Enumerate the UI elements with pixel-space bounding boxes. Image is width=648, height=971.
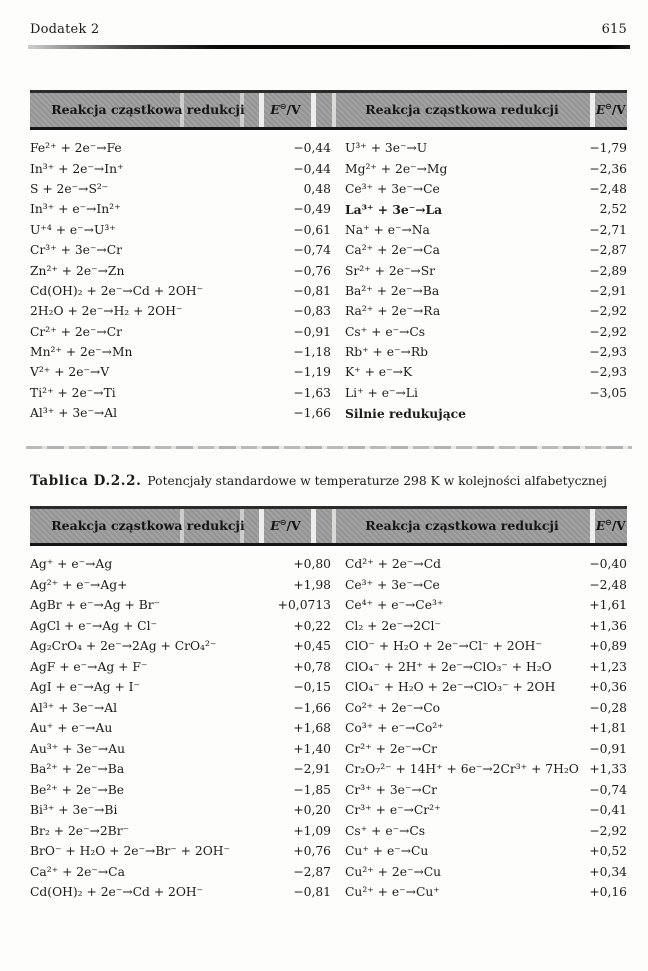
reaction-cell: Cs⁺ + e⁻→Cs [345,823,426,838]
potential-cell: +0,76 [293,844,331,859]
table-row [30,342,331,362]
potential-cell: −2,87 [293,864,331,879]
reaction-cell: U³⁺ + 3e⁻→U [345,141,428,156]
table-row [345,759,627,780]
table1-header-band [30,90,627,130]
potential-cell: −0,81 [293,885,331,900]
table-row [30,800,331,821]
reaction-cell: Mg²⁺ + 2e⁻→Mg [345,161,448,176]
potential-cell: −0,74 [589,782,627,797]
table1-bottom-rule [26,446,632,449]
reaction-cell: Na⁺ + e⁻→Na [345,222,430,237]
potential-symbol: E [270,102,280,117]
potential-cell: +1,36 [589,618,627,633]
reaction-cell: BrO⁻ + H₂O + 2e⁻→Br⁻ + 2OH⁻ [30,844,231,859]
table2-header-band [30,506,627,546]
potential-cell: +0,80 [293,557,331,572]
column-divider [332,93,336,127]
reaction-cell: Ra²⁺ + 2e⁻→Ra [345,304,441,319]
reaction-cell: Au³⁺ + 3e⁻→Au [30,741,126,756]
reaction-cell: Cr²⁺ + 2e⁻→Cr [345,741,438,756]
table-row [345,800,627,821]
potential-cell: −1,63 [293,385,331,400]
table-row [30,616,331,637]
running-head [30,22,627,37]
table-row [30,322,331,342]
reaction-cell: S + 2e⁻→S²⁻ [30,181,109,196]
reaction-cell: Co²⁺ + 2e⁻→Co [345,700,441,715]
table-row [30,821,331,842]
reaction-cell: Cd(OH)₂ + 2e⁻→Cd + 2OH⁻ [30,885,204,900]
column-header-reaction-right: Reakcja cząstkowa redukcji [365,518,559,533]
table-row [345,260,627,280]
reaction-cell: U⁺⁴ + e⁻→U³⁺ [30,222,116,237]
table-row [30,595,331,616]
table-row [345,882,627,903]
reaction-cell: Ba²⁺ + 2e⁻→Ba [345,283,440,298]
table-row [30,575,331,596]
potential-cell: −0,91 [589,741,627,756]
reaction-cell: Ba²⁺ + 2e⁻→Ba [30,762,125,777]
standard-state-symbol: ⊖ [279,101,287,111]
potential-cell: −2,36 [589,161,627,176]
reaction-cell: Al³⁺ + 3e⁻→Al [30,406,118,421]
potential-cell: −0,44 [293,161,331,176]
potential-cell: −0,41 [589,803,627,818]
reaction-cell: Ag²⁺ + e⁻→Ag+ [30,577,128,592]
reaction-cell: AgI + e⁻→Ag + I⁻ [30,680,141,695]
potential-cell: −1,79 [589,141,627,156]
reaction-cell: Cd(OH)₂ + 2e⁻→Cd + 2OH⁻ [30,283,204,298]
potential-cell: +1,98 [293,577,331,592]
column-header-potential-right [596,93,625,127]
potential-cell: −2,48 [589,577,627,592]
reaction-cell: Cr₂O₇²⁻ + 14H⁺ + 6e⁻→2Cr³⁺ + 7H₂O [345,762,579,777]
reaction-cell: Mn²⁺ + 2e⁻→Mn [30,345,133,360]
table-row [30,841,331,862]
potential-cell: −0,44 [293,141,331,156]
table-row [345,739,627,760]
standard-state-symbol: ⊖ [605,102,612,111]
table-row [345,240,627,260]
reaction-cell: V²⁺ + 2e⁻→V [30,365,110,380]
reaction-cell: Co³⁺ + e⁻→Co²⁺ [345,721,444,736]
potential-cell: −2,48 [589,181,627,196]
reaction-cell: AgCl + e⁻→Ag + Cl⁻ [30,618,157,633]
potential-cell: +1,09 [293,823,331,838]
table-row [345,301,627,321]
potential-cell: 2,52 [599,202,627,217]
table1-left-column [30,138,331,423]
table-row [30,301,331,321]
table-row [30,403,331,423]
potential-cell: −1,18 [293,345,331,360]
table-row [30,220,331,240]
potential-cell: −0,15 [293,680,331,695]
potential-cell: +1,68 [293,721,331,736]
potential-cell: −2,71 [589,222,627,237]
table-row [345,199,627,219]
reaction-cell: Bi³⁺ + 3e⁻→Bi [30,803,118,818]
table-row [345,575,627,596]
reaction-cell: In³⁺ + 2e⁻→In⁺ [30,161,124,176]
caption-label: Tablica D.2.2. [30,473,142,489]
potential-cell: +1,33 [589,762,627,777]
reaction-cell: Li⁺ + e⁻→Li [345,385,418,400]
table-row [345,554,627,575]
table2-left-column [30,554,331,903]
potential-cell: −0,91 [293,324,331,339]
potential-cell: +0,78 [293,659,331,674]
reaction-cell: AgBr + e⁻→Ag + Br⁻ [30,598,161,613]
table-row [345,862,627,883]
table-row [30,636,331,657]
reaction-cell: Ag₂CrO₄ + 2e⁻→2Ag + CrO₄²⁻ [30,639,217,654]
table-row [345,718,627,739]
table2-right-column [345,554,627,903]
potential-cell: −2,93 [589,345,627,360]
reaction-cell: Cr²⁺ + 2e⁻→Cr [30,324,123,339]
table-row [345,158,627,178]
potential-cell: −1,19 [293,365,331,380]
potential-cell: −2,91 [589,283,627,298]
reaction-cell: Silnie redukujące [345,405,466,421]
column-header-reaction-right: Reakcja cząstkowa redukcji [365,102,559,117]
reaction-cell: AgF + e⁻→Ag + F⁻ [30,659,148,674]
table-row [345,780,627,801]
potential-unit: /V [286,102,301,117]
reaction-cell: Cr³⁺ + 3e⁻→Cr [345,782,438,797]
table-row [30,657,331,678]
potential-cell: −0,76 [293,263,331,278]
table-row [345,595,627,616]
table2-body [30,554,627,903]
reaction-cell: Br₂ + 2e⁻→2Br⁻ [30,823,130,838]
table1-right-column [345,138,627,423]
potential-cell: +1,23 [589,659,627,674]
reaction-cell: Al³⁺ + 3e⁻→Al [30,700,118,715]
reaction-cell: 2H₂O + 2e⁻→H₂ + 2OH⁻ [30,304,183,319]
table2-caption [30,473,630,489]
reaction-cell: Ag⁺ + e⁻→Ag [30,557,113,572]
potential-cell: −0,61 [293,222,331,237]
header-rule [28,45,630,49]
potential-cell: +0,0713 [277,598,331,613]
table-row [30,739,331,760]
column-header-reaction-left: Reakcja cząstkowa redukcji [51,518,245,533]
reaction-cell: Ce³⁺ + 3e⁻→Ce [345,577,440,592]
potential-cell: −2,89 [589,263,627,278]
potential-cell: −0,49 [293,202,331,217]
reaction-cell: Cd²⁺ + 2e⁻→Cd [345,557,441,572]
table-row [30,199,331,219]
potential-cell: −1,66 [293,406,331,421]
reaction-cell: Ca²⁺ + 2e⁻→Ca [30,864,125,879]
table-row [30,362,331,382]
potential-cell: −2,92 [589,304,627,319]
reaction-cell: Fe²⁺ + 2e⁻→Fe [30,141,122,156]
potential-unit: /V [611,103,626,117]
potential-unit: /V [286,518,301,533]
table-row [345,657,627,678]
reaction-cell: Ti²⁺ + 2e⁻→Ti [30,385,116,400]
table-row [345,220,627,240]
reaction-cell: Cu⁺ + e⁻→Cu [345,844,429,859]
reaction-cell: In³⁺ + e⁻→In²⁺ [30,202,121,217]
potential-cell: +0,89 [589,639,627,654]
table-row [345,342,627,362]
reaction-cell: Sr²⁺ + 2e⁻→Sr [345,263,436,278]
potential-symbol: E [270,518,280,533]
potential-cell: +0,22 [293,618,331,633]
table-row [30,862,331,883]
table-row [30,138,331,158]
potential-cell: −0,81 [293,283,331,298]
column-divider [311,509,316,543]
potential-unit: /V [611,519,626,533]
table-row [30,554,331,575]
reaction-cell: Cr³⁺ + e⁻→Cr²⁺ [345,803,441,818]
potential-cell: −2,92 [589,324,627,339]
standard-state-symbol: ⊖ [605,518,612,527]
table-row [30,281,331,301]
potential-symbol: E [596,103,606,117]
table1-body [30,138,627,423]
table-row [345,698,627,719]
reaction-cell: La³⁺ + 3e⁻→La [345,201,443,217]
reaction-cell: Cu²⁺ + e⁻→Cu⁺ [345,885,440,900]
table-row [345,636,627,657]
potential-cell: +0,52 [589,844,627,859]
reaction-cell: Ce⁴⁺ + e⁻→Ce³⁺ [345,598,444,613]
potential-symbol: E [596,519,606,533]
potential-cell: −2,87 [589,243,627,258]
potential-cell: −1,85 [293,782,331,797]
reaction-cell: Au⁺ + e⁻→Au [30,721,113,736]
reaction-cell: K⁺ + e⁻→K [345,365,413,380]
potential-cell: −2,93 [589,365,627,380]
reaction-cell: ClO₄⁻ + H₂O + 2e⁻→ClO₃⁻ + 2OH [345,680,556,695]
potential-cell: −1,66 [293,700,331,715]
standard-state-symbol: ⊖ [279,517,287,527]
column-divider [332,509,336,543]
reaction-cell: ClO⁻ + H₂O + 2e⁻→Cl⁻ + 2OH⁻ [345,639,542,654]
table-row [345,179,627,199]
table-row [345,616,627,637]
caption-text: Potencjały standardowe w temperaturze 298 K w kolejności alfabetycznej [147,474,607,488]
table-row [30,260,331,280]
potential-cell: +0,20 [293,803,331,818]
table-row [345,821,627,842]
column-header-reaction-left: Reakcja cząstkowa redukcji [51,102,245,117]
potential-cell: −0,83 [293,304,331,319]
table-row [30,882,331,903]
reaction-cell: Be²⁺ + 2e⁻→Be [30,782,125,797]
column-divider [590,509,595,543]
potential-cell: −0,40 [589,557,627,572]
table-row [345,677,627,698]
table-row [345,322,627,342]
potential-cell: +0,36 [589,680,627,695]
reaction-cell: Cr³⁺ + 3e⁻→Cr [30,243,123,258]
table-row [30,179,331,199]
table-row [30,759,331,780]
table-row [30,383,331,403]
table-row [345,138,627,158]
potential-cell: +1,61 [589,598,627,613]
table-row [30,677,331,698]
potential-cell: 0,48 [303,181,331,196]
table-row [30,698,331,719]
column-header-potential-right [596,509,625,543]
table-row [30,780,331,801]
potential-cell: −0,74 [293,243,331,258]
column-divider [311,93,316,127]
reaction-cell: Cl₂ + 2e⁻→2Cl⁻ [345,618,441,633]
potential-cell: +1,40 [293,741,331,756]
potential-cell: −0,28 [589,700,627,715]
table-row [345,403,627,423]
potential-cell: −2,92 [589,823,627,838]
reaction-cell: Cs⁺ + e⁻→Cs [345,324,426,339]
table-row [30,240,331,260]
table-row [345,281,627,301]
potential-cell: +0,34 [589,864,627,879]
table-row [345,383,627,403]
potential-cell: −2,91 [293,762,331,777]
reaction-cell: Rb⁺ + e⁻→Rb [345,345,428,360]
table-row [30,718,331,739]
potential-cell: +0,45 [293,639,331,654]
table-row [30,158,331,178]
column-header-potential-left [263,509,308,543]
table-row [345,841,627,862]
column-header-potential-left [263,93,308,127]
potential-cell: +1,81 [589,721,627,736]
reaction-cell: Zn²⁺ + 2e⁻→Zn [30,263,125,278]
potential-cell: −3,05 [589,385,627,400]
column-divider [590,93,595,127]
reaction-cell: ClO₄⁻ + 2H⁺ + 2e⁻→ClO₃⁻ + H₂O [345,659,552,674]
potential-cell: +0,16 [589,885,627,900]
section-title: Dodatek 2 [30,22,100,37]
table-row [345,362,627,382]
page-number: 615 [601,22,627,37]
reaction-cell: Ca²⁺ + 2e⁻→Ca [345,243,440,258]
reaction-cell: Ce³⁺ + 3e⁻→Ce [345,181,440,196]
reaction-cell: Cu²⁺ + 2e⁻→Cu [345,864,442,879]
